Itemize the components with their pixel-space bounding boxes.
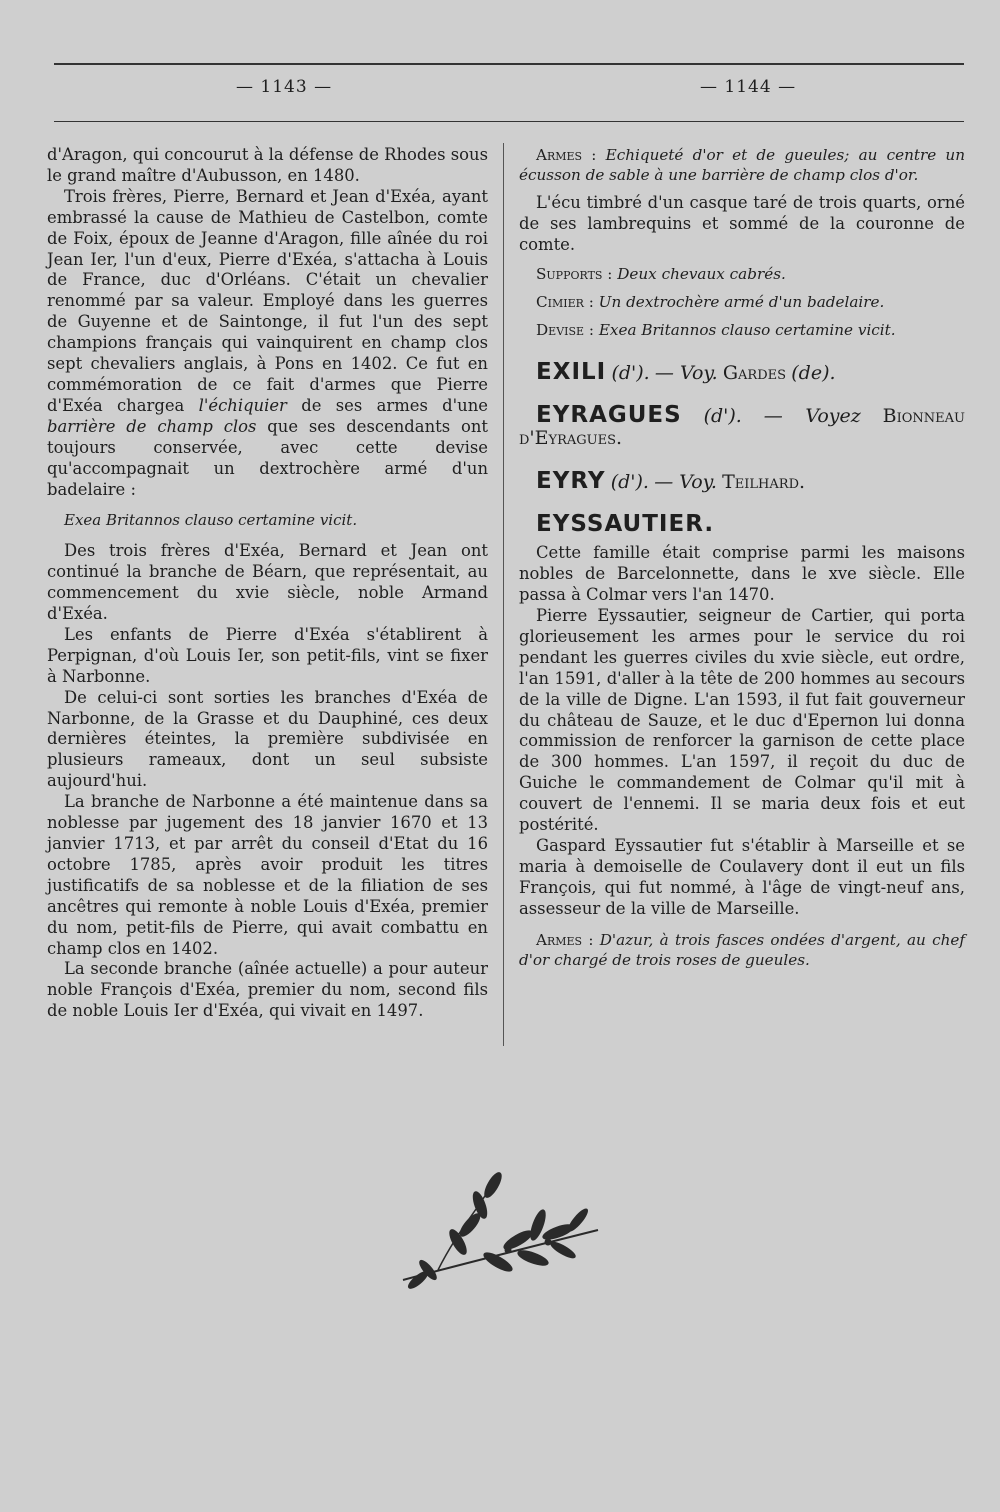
motto: Exea Britannos clauso certamine vicit. — [64, 511, 358, 530]
devise-line: Devise : Exea Britannos clauso certamine vicit. — [536, 320, 896, 339]
paragraph: La seconde branche (aînée actuelle) a pour auteur noble François d'Exéa, premier du nom, second fils de noble Louis Ier d'Exéa, qui vivait en 1497. — [47, 959, 488, 1021]
left-column — [47, 145, 488, 1022]
italic-term: barrière de champ clos — [47, 416, 257, 436]
column-separator — [503, 143, 504, 1046]
entry-eyssautier-body — [519, 543, 965, 919]
top-rule — [54, 63, 964, 65]
paragraph: Trois frères, Pierre, Bernard et Jean d'Exéa, ayant embrassé la cause de Mathieu de Castelbon, comte de Foix, époux de Jeanne d'Aragon, fille aînée du roi Jean Ier, l'un d'eux, Pierre d'Exéa, s'attacha à Louis de France, duc d'Orléans. C'était un chevalier renommé par sa valeur. Employé dans les guerres de Guyenne et de Saintonge, il fut l'un des sept champions français qui vainquirent en champ clos sept chevaliers anglais, à Pons en 1402. Ce fut en commémoration de ce fait d'armes que Pierre d'Exéa chargea l'échiquier de ses armes d'une barrière de champ clos que ses descendants ont toujours conservée, avec cette devise qu'accompagnait un dextrochère armé d'un badelaire : — [47, 186, 488, 499]
paragraph: d'Aragon, qui concourut à la défense de Rhodes sous le grand maître d'Aubusson, en 1480. — [47, 145, 488, 185]
armes-line: Armes : D'azur, à trois fasces ondées d'argent, au chef d'or chargé de trois roses de gueules. — [519, 930, 966, 969]
entry-eyry: EYRY (d'). — Voy. Teilhard. — [536, 468, 806, 495]
paragraph: Pierre Eyssautier, seigneur de Cartier, qui porta glorieusement les armes pour le service du roi pendant les guerres civiles du xvie siècle, eut ordre, l'an 1591, d'aller à la tête de 200 hommes au secours de la ville de Digne. L'an 1593, il fut fait gouverneur du château de Sauze, et le duc d'Epernon lui donna commission de renforcer la garnison de cette place de 300 hommes. L'an 1597, il reçoit du duc de Guiche le commandement de Colmar qu'il mit à couvert de l'ennemi. Il se maria deux fois et eut postérité. — [519, 605, 965, 835]
laurel-branch-ornament-icon — [398, 1170, 606, 1290]
paragraph: Cette famille était comprise parmi les maisons nobles de Barcelonnette, dans le xve siècle. Elle passa à Colmar vers l'an 1470. — [519, 543, 965, 605]
armes-line: Armes : Echiqueté d'or et de gueules; au centre un écusson de sable à une barrière de champ clos d'or. — [519, 146, 965, 184]
paragraph: L'écu timbré d'un casque taré de trois quarts, orné de ses lambrequins et sommé de la couronne de comte. — [519, 193, 965, 254]
paragraph: De celui-ci sont sorties les branches d'Exéa de Narbonne, de la Grasse et du Dauphiné, ces deux dernières éteintes, la première subdivisée en plusieurs rameaux, dont un seul subsiste aujourd'hui. — [47, 687, 488, 791]
cimier-line: Cimier : Un dextrochère armé d'un badelaire. — [536, 292, 885, 311]
header-rule — [54, 121, 964, 122]
right-column — [519, 145, 965, 970]
entry-eyssautier-heading: EYSSAUTIER. — [536, 511, 715, 538]
paragraph: Des trois frères d'Exéa, Bernard et Jean ont continué la branche de Béarn, que représentait, au commencement du xvie siècle, noble Armand d'Exéa. — [47, 541, 488, 624]
right-page-number: — 1144 — — [700, 77, 797, 97]
paragraph: La branche de Narbonne a été maintenue dans sa noblesse par jugement des 18 janvier 1670 et 13 janvier 1713, et par arrêt du conseil d'Etat du 16 octobre 1785, après avoir produit les titres justificatifs de sa noblesse et de la filiation de ses ancêtres qui remonte à noble Louis d'Exéa, premier du nom, petit-fils de Pierre, qui avait combattu en champ clos en 1402. — [47, 792, 488, 958]
supports-line: Supports : Deux chevaux cabrés. — [536, 264, 786, 283]
entry-eyragues: EYRAGUES (d'). — Voyez Bionneau d'Eyragues. — [519, 401, 965, 449]
left-page-number: — 1143 — — [236, 77, 333, 97]
paragraph: Les enfants de Pierre d'Exéa s'établirent à Perpignan, d'où Louis Ier, son petit-fils, vint se fixer à Narbonne. — [47, 624, 488, 686]
paragraph: Gaspard Eyssautier fut s'établir à Marseille et se maria à demoiselle de Coulavery dont il eut un fils François, qui fut nommé, à l'âge de vingt-neuf ans, assesseur de la ville de Marseille. — [519, 835, 965, 918]
entry-exili: EXILI (d'). — Voy. Gardes (de). — [536, 358, 836, 385]
italic-term: l'échiquier — [198, 395, 287, 415]
